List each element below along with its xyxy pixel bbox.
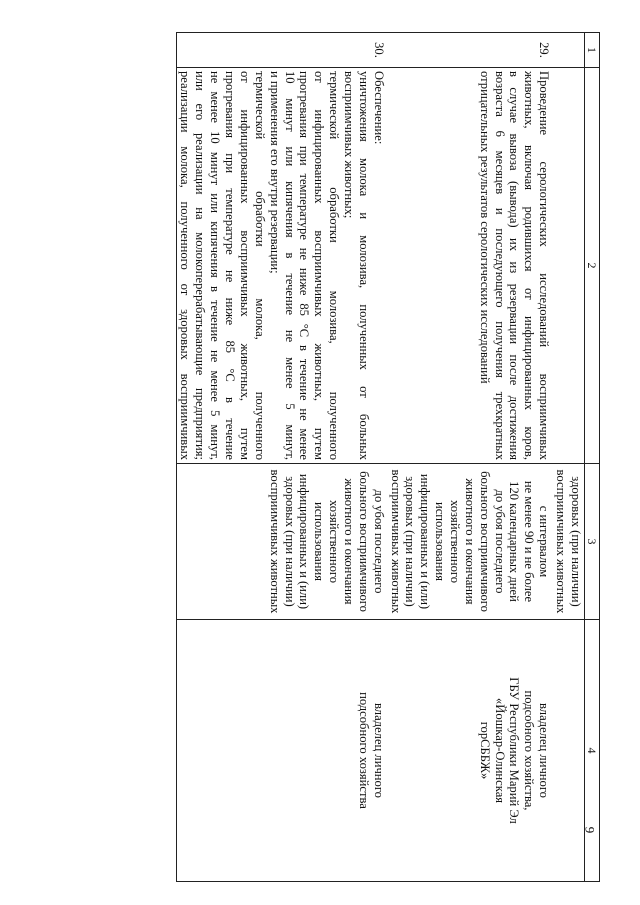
header-col-2: 2 — [584, 68, 599, 464]
header-col-1: 1 — [584, 33, 599, 68]
carry-over-row — [552, 33, 584, 882]
rotated-table-container — [30, 32, 600, 882]
page-number: 9 — [582, 826, 598, 834]
document-page — [30, 32, 600, 882]
header-col-3: 3 — [584, 464, 599, 620]
measure-text: Проведение серологических исследований восприимчивых животных, включая родившихся от инфицированных коров, в случае вывоза (вывода) их из резервации после достижения возраста 6 месяцев и последующего получения трехкратных отрицательных результатов серологических исследований — [387, 68, 552, 464]
responsible-text: владелец личного подсобного хозяйства, ГБУ Республики Марий Эл «Йошкар-Олинская горСББЖ» — [387, 620, 552, 882]
table-row-29 — [387, 33, 552, 882]
carry-over-term: здоровых (при наличии) восприимчивых животных — [552, 464, 584, 620]
measures-table — [176, 32, 600, 882]
table-row-30 — [176, 33, 387, 882]
measure-text: Обеспечение: уничтожения молока и молозива, полученных от больных восприимчивых животных; термической обработки молозива, полученного от инфицированных восприимчивых животных, путем прогревания при температуре не ниже 85 °С в течение не менее 10 минут или кипячения в течение не менее 5 минут, и применения его внутри резервации; термической обработки молока, полученного от инфицированных восприимчивых животных, путем прогревания при температуре не ниже 85 °С в течение не менее 10 минут или кипячения в течение не менее 5 минут, или его реализации на молокоперерабатывающие предприятия; реализации молока, полученного от здоровых восприимчивых — [176, 68, 387, 464]
responsible-text: владелец личного подсобного хозяйства — [176, 620, 387, 882]
table-header-row — [584, 33, 599, 882]
term-text: до убоя последнего больного восприимчивого животного и окончания хозяйственного использования инфицированных и (или) здоровых (при наличии) восприимчивых животных — [176, 464, 387, 620]
header-col-4: 4 — [584, 620, 599, 882]
row-number: 30. — [176, 33, 387, 68]
row-number: 29. — [387, 33, 552, 68]
term-text: с интервалом не менее 90 и не более 120 календарных дней до убоя последнего больного восприимчивого животного и окончания хозяйственного использования инфицированных и (или) здоровых (при наличии) восприимчивых животных — [387, 464, 552, 620]
